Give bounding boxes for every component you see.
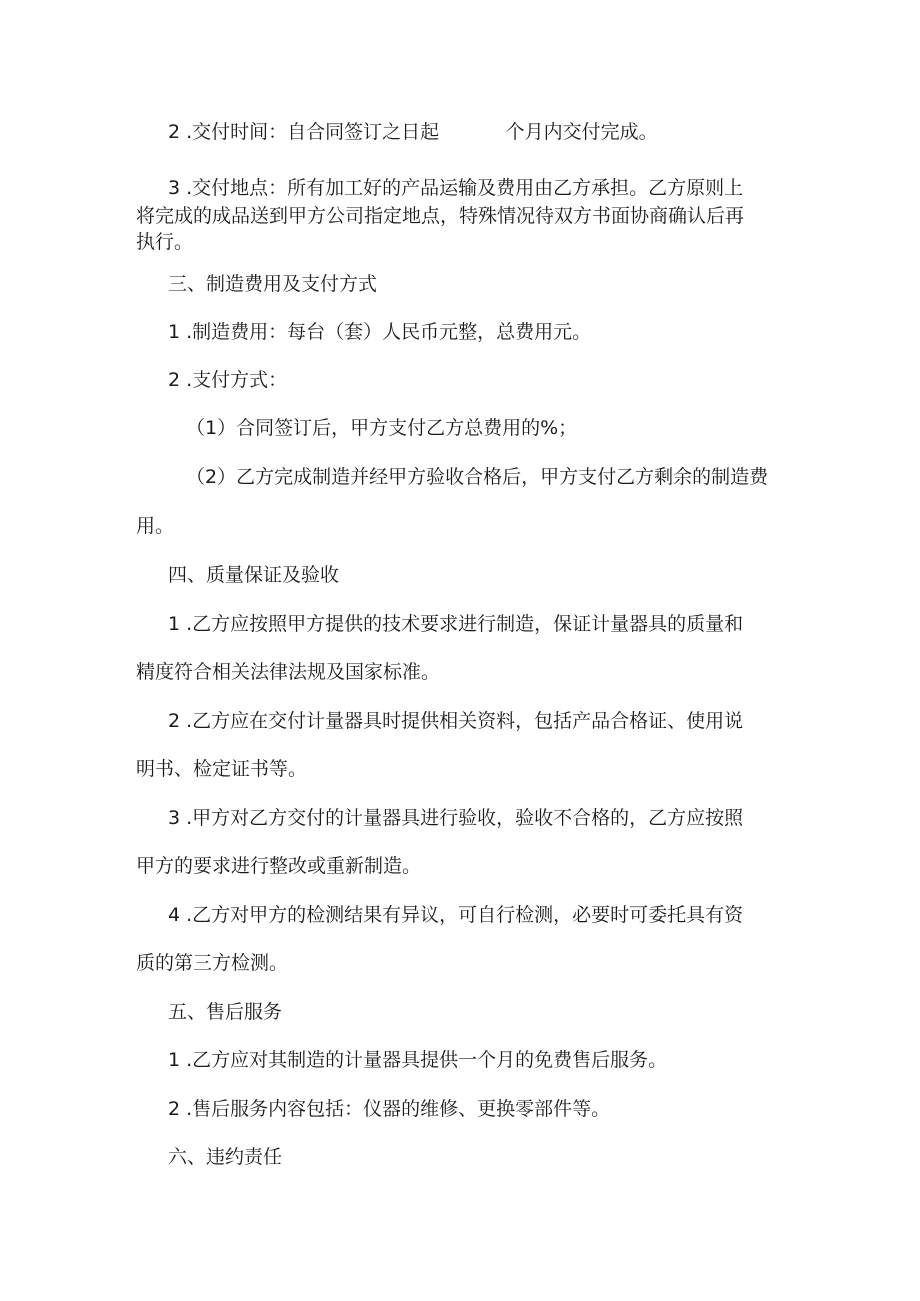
delivery-place-clause-cont: 将完成的成品送到甲方公司指定地点，特殊情况待双方书面协商确认后再: [136, 205, 745, 227]
quality-clause-2: 2 .乙方应在交付计量器具时提供相关资料，包括产品合格证、使用说: [168, 710, 744, 732]
section-heading-breach: 六、违约责任: [168, 1146, 283, 1168]
after-sales-clause-1: 1 .乙方应对其制造的计量器具提供一个月的免费售后服务。: [168, 1049, 668, 1071]
quality-clause-2-end: 明书、检定证书等。: [136, 758, 308, 780]
payment-item-2: （2）乙方完成制造并经甲方验收合格后，甲方支付乙方剩余的制造费: [186, 466, 769, 488]
fee-clause: 1 .制造费用：每台（套）人民币元整，总费用元。: [168, 321, 592, 343]
payment-method-clause: 2 .支付方式：: [168, 369, 288, 391]
quality-clause-1: 1 .乙方应按照甲方提供的技术要求进行制造，保证计量器具的质量和: [168, 613, 744, 635]
quality-clause-3: 3 .甲方对乙方交付的计量器具进行验收，验收不合格的，乙方应按照: [168, 807, 744, 829]
quality-clause-1-end: 精度符合相关法律法规及国家标准。: [136, 661, 441, 683]
delivery-place-clause-end: 执行。: [136, 231, 194, 253]
quality-clause-4-end: 质的第三方检测。: [136, 952, 289, 974]
quality-clause-4: 4 .乙方对甲方的检测结果有异议，可自行检测，必要时可委托具有资: [168, 904, 744, 926]
section-heading-after-sales: 五、售后服务: [168, 1001, 283, 1023]
delivery-place-clause: 3 .交付地点：所有加工好的产品运输及费用由乙方承担。乙方原则上: [168, 177, 744, 199]
delivery-time-clause: 2 .交付时间：自合同签订之日起 个月内交付完成。: [168, 121, 658, 143]
quality-clause-3-end: 甲方的要求进行整改或重新制造。: [136, 855, 422, 877]
after-sales-clause-2: 2 .售后服务内容包括：仪器的维修、更换零部件等。: [168, 1098, 611, 1120]
section-heading-fees: 三、制造费用及支付方式: [168, 273, 378, 295]
payment-item-2-end: 用。: [136, 515, 175, 537]
payment-item-1: （1）合同签订后，甲方支付乙方总费用的%；: [186, 417, 578, 439]
section-heading-quality: 四、质量保证及验收: [168, 564, 340, 586]
